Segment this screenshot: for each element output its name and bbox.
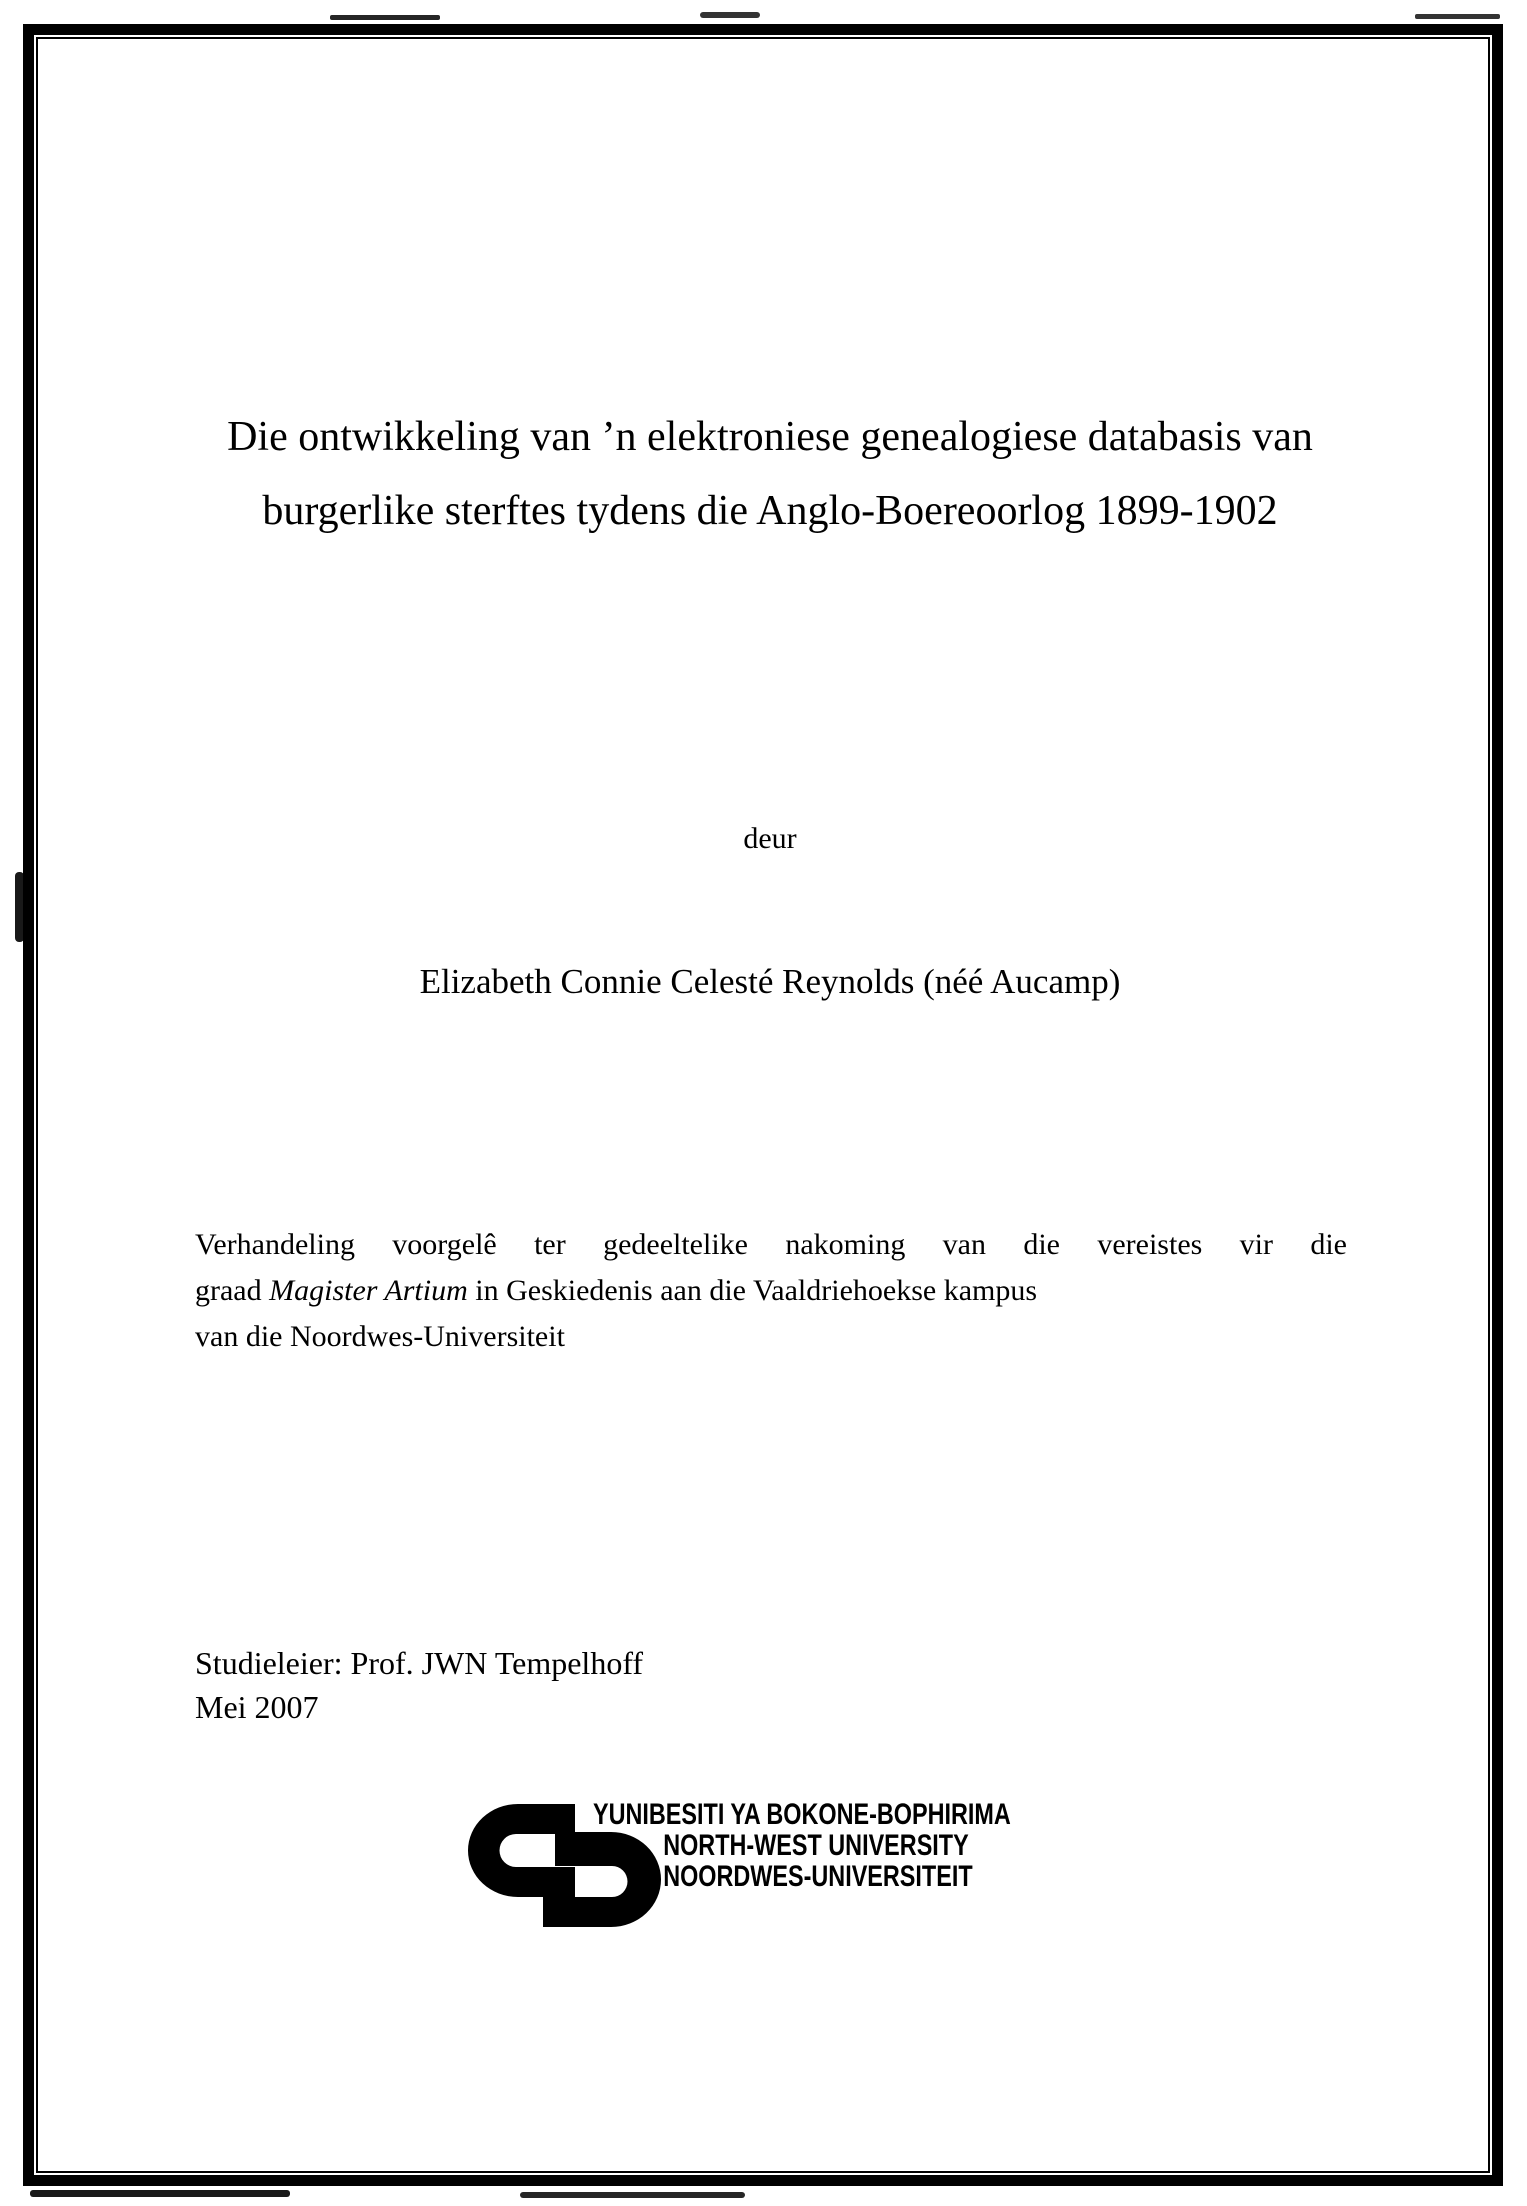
university-name-setswana: YUNIBESITI YA BOKONE-BOPHIRIMA (593, 1798, 1011, 1831)
thesis-statement-line2-pre: graad (195, 1274, 270, 1307)
scan-artifact (1415, 14, 1500, 19)
thesis-statement-line3: van die Noordwes-Universiteit (195, 1320, 565, 1353)
supervisor-block (195, 1641, 1095, 1729)
thesis-statement-line2-post: in Geskiedenis aan die Vaaldriehoekse kampus (467, 1274, 1038, 1307)
thesis-statement-line2 (195, 1268, 1347, 1314)
thesis-title-line1: Die ontwikkeling van ’n elektroniese genealogiese databasis van (227, 414, 1313, 460)
scan-artifact (520, 2192, 745, 2198)
supervisor-line: Studieleier: Prof. JWN Tempelhoff (195, 1645, 644, 1681)
author-name: Elizabeth Connie Celesté Reynolds (néé Aucamp) (419, 962, 1121, 1001)
scan-artifact (30, 2190, 290, 2197)
byline-intro: deur (743, 822, 797, 855)
university-name-english: NORTH-WEST UNIVERSITY (663, 1829, 969, 1862)
scan-artifact (15, 872, 24, 942)
thesis-statement (195, 1222, 1347, 1360)
thesis-title-line2: burgerlike sterftes tydens die Anglo-Boereoorlog 1899-1902 (262, 488, 1278, 534)
scan-artifact (330, 15, 440, 20)
thesis-title (190, 400, 1350, 548)
scan-artifact (700, 12, 760, 18)
degree-name: Magister Artium (269, 1274, 468, 1307)
date-line: Mei 2007 (195, 1689, 319, 1725)
university-name-afrikaans: NOORDWES-UNIVERSITEIT (663, 1860, 973, 1893)
university-logo-text (593, 1799, 1011, 1892)
thesis-statement-line1: Verhandeling voorgelê ter gedeeltelike nakoming van die vereistes vir die (195, 1228, 1347, 1261)
